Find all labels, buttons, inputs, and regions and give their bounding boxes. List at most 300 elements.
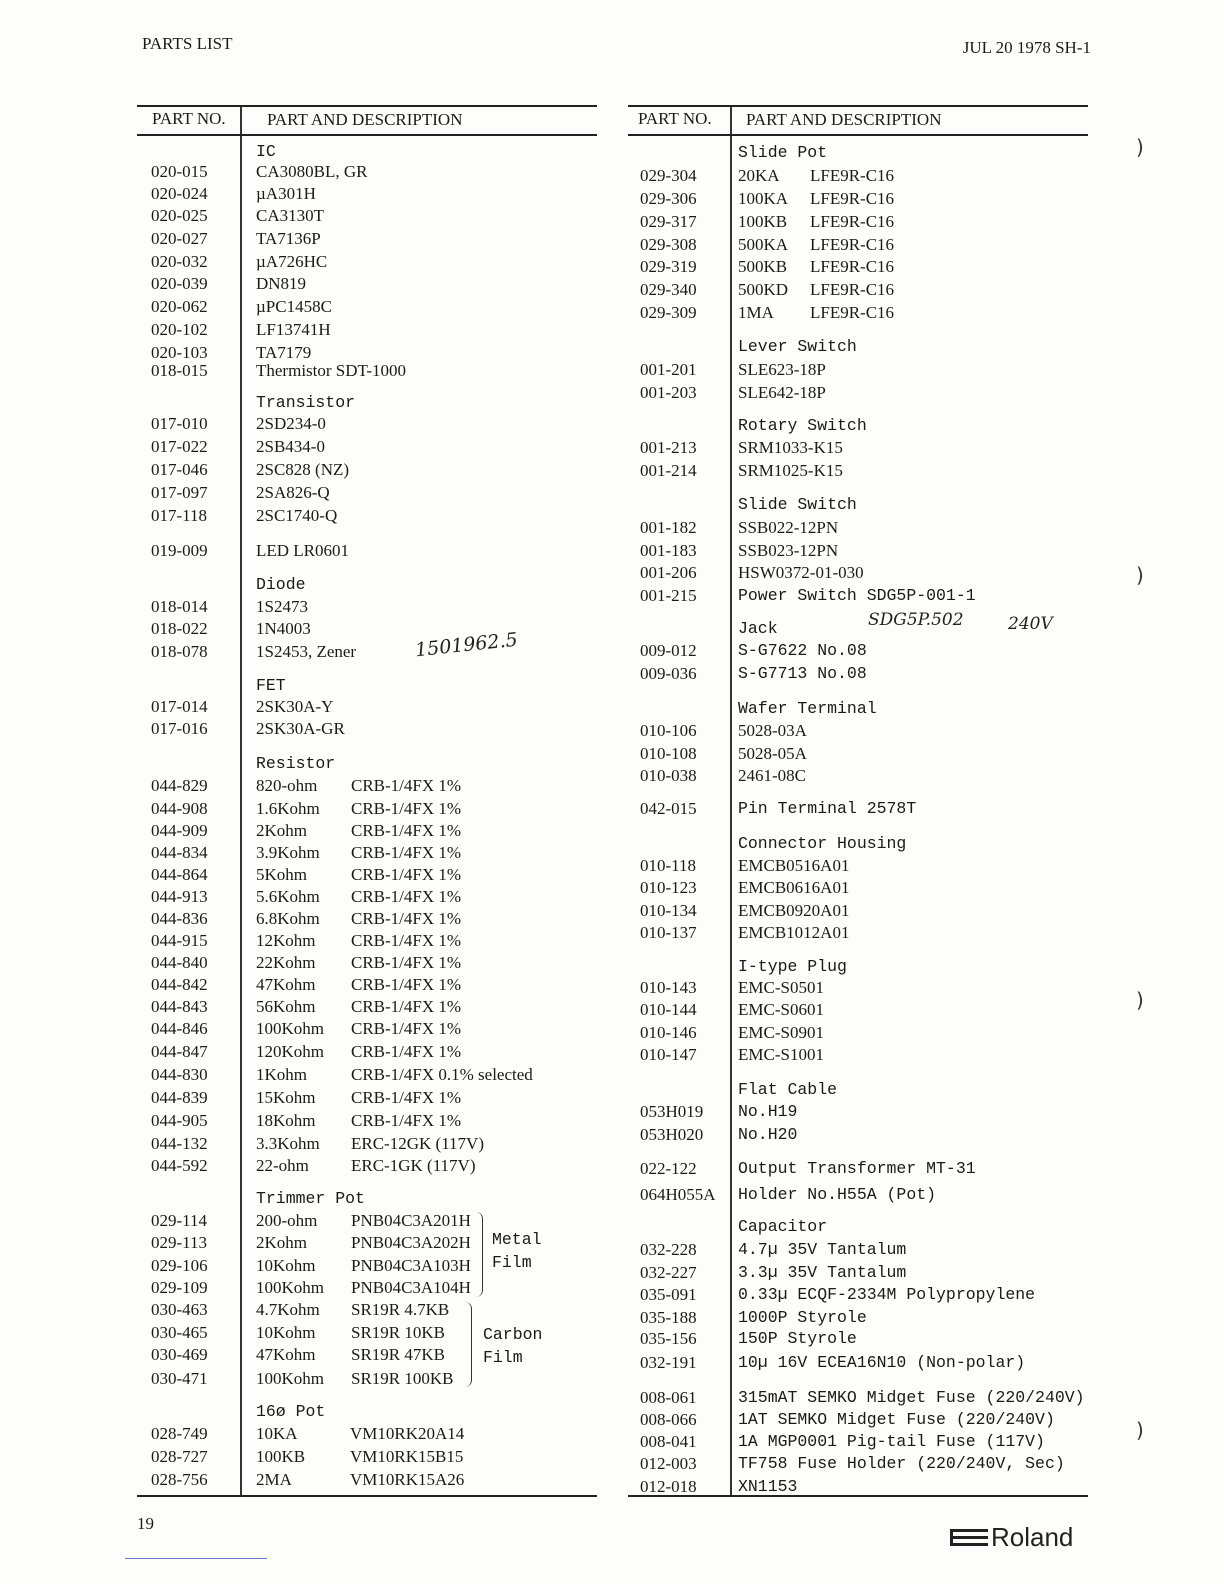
- part-number: 017-014: [151, 697, 208, 716]
- part-number: 029-106: [151, 1256, 208, 1275]
- part-description: CA3130T: [256, 206, 324, 225]
- part-description: 200-ohm: [256, 1211, 318, 1230]
- part-number: 064H055A: [640, 1185, 716, 1204]
- part-spec: CRB-1/4FX 1%: [351, 1042, 462, 1061]
- part-description: 2Kohm: [256, 821, 307, 840]
- part-spec: LFE9R-C16: [810, 257, 895, 276]
- table-row: [628, 541, 1088, 563]
- part-description: 16ø Pot: [256, 1402, 326, 1421]
- table-row: [628, 212, 1088, 234]
- part-description: 1MA: [738, 303, 774, 322]
- part-number: 029-317: [640, 212, 697, 231]
- part-number: 020-025: [151, 206, 208, 225]
- section-heading: [628, 699, 1088, 721]
- part-description: 10Kohm: [256, 1256, 316, 1275]
- part-description: 1AT SEMKO Midget Fuse (220/240V): [738, 1410, 1055, 1429]
- part-description: 2SC828 (NZ): [256, 460, 350, 479]
- table-row: [137, 541, 597, 563]
- part-description: 47Kohm: [256, 1345, 316, 1364]
- part-number: 044-913: [151, 887, 208, 906]
- part-description: Wafer Terminal: [738, 699, 877, 718]
- table-row: [137, 597, 597, 619]
- section-heading: [628, 1080, 1088, 1102]
- part-number: 020-032: [151, 252, 208, 271]
- part-description: 4.7µ 35V Tantalum: [738, 1240, 907, 1259]
- part-description: 56Kohm: [256, 997, 316, 1016]
- part-number: 053H020: [640, 1125, 704, 1144]
- table-row: [137, 1300, 597, 1322]
- header-part-no: PART NO.: [638, 109, 712, 128]
- part-description: 5028-03A: [738, 721, 807, 740]
- part-number: 017-046: [151, 460, 208, 479]
- part-number: 010-038: [640, 766, 697, 785]
- part-number: 044-592: [151, 1156, 208, 1175]
- part-description: DN819: [256, 274, 307, 293]
- part-number: 020-027: [151, 229, 208, 248]
- table-row: [137, 483, 597, 505]
- part-description: EMC-S1001: [738, 1045, 824, 1064]
- part-spec: LFE9R-C16: [810, 212, 895, 231]
- table-row: [137, 975, 597, 997]
- part-number: 017-016: [151, 719, 208, 738]
- part-description: TA7136P: [256, 229, 321, 248]
- part-description: µA301H: [256, 184, 316, 203]
- part-description: 100KB: [738, 212, 788, 231]
- part-spec: CRB-1/4FX 1%: [351, 931, 462, 950]
- part-description: XN1153: [738, 1477, 798, 1496]
- part-number: 032-228: [640, 1240, 697, 1259]
- part-number: 044-847: [151, 1042, 208, 1061]
- part-spec: PNB04C3A104H: [351, 1278, 471, 1297]
- part-description: No.H19: [738, 1102, 798, 1121]
- part-number: 018-022: [151, 619, 208, 638]
- table-row: [137, 909, 597, 931]
- table-row: [628, 799, 1088, 821]
- part-description: EMCB0616A01: [738, 878, 850, 897]
- part-number: 018-014: [151, 597, 208, 616]
- part-description: SRM1025-K15: [738, 461, 843, 480]
- document-date-model: JUL 20 1978 SH-1: [962, 38, 1091, 57]
- part-description: IC: [256, 142, 276, 161]
- part-description: Holder No.H55A (Pot): [738, 1185, 937, 1204]
- punch-mark: ): [1136, 563, 1144, 587]
- part-description: Capacitor: [738, 1217, 828, 1236]
- part-description: 20KA: [738, 166, 780, 185]
- section-heading: [137, 1189, 597, 1211]
- part-description: 2SK30A-Y: [256, 697, 334, 716]
- part-number: 017-010: [151, 414, 208, 433]
- part-description: EMC-S0601: [738, 1000, 824, 1019]
- table-row: [628, 586, 1088, 608]
- part-number: 028-756: [151, 1470, 208, 1489]
- part-description: 100KA: [738, 189, 789, 208]
- part-spec: ERC-1GK (117V): [351, 1156, 476, 1175]
- part-description: Transistor: [256, 393, 356, 412]
- part-number: 053H019: [640, 1102, 704, 1121]
- handwritten-zener-note: 1501962.5: [414, 628, 519, 662]
- table-row: [137, 274, 597, 296]
- part-description: Diode: [256, 575, 306, 594]
- table-row: [628, 744, 1088, 766]
- table-row: [628, 1159, 1088, 1181]
- table-row: [137, 1470, 597, 1492]
- table-row: [137, 361, 597, 383]
- section-heading: [137, 575, 597, 597]
- part-spec: LFE9R-C16: [810, 303, 895, 322]
- handwritten-jack-note: SDG5P.502: [868, 610, 964, 630]
- table-row: [137, 931, 597, 953]
- part-description: 2SD234-0: [256, 414, 326, 433]
- part-description: 22Kohm: [256, 953, 316, 972]
- table-row: [628, 438, 1088, 460]
- part-description: LF13741H: [256, 320, 331, 339]
- part-description: LED LR0601: [256, 541, 350, 560]
- table-row: [628, 1000, 1088, 1022]
- part-spec: CRB-1/4FX 1%: [351, 1019, 462, 1038]
- part-description: 3.3Kohm: [256, 1134, 320, 1153]
- part-number: 022-122: [640, 1159, 697, 1178]
- part-description: EMC-S0901: [738, 1023, 824, 1042]
- table-row: [137, 642, 597, 664]
- part-number: 044-846: [151, 1019, 208, 1038]
- table-row: [628, 1240, 1088, 1262]
- part-description: 2Kohm: [256, 1233, 307, 1252]
- table-row: [628, 1263, 1088, 1285]
- part-description: 100KB: [256, 1447, 306, 1466]
- part-spec: PNB04C3A202H: [351, 1233, 471, 1252]
- part-number: 012-018: [640, 1477, 697, 1496]
- table-row: [137, 252, 597, 274]
- section-heading: [628, 143, 1088, 165]
- part-description: 3.3µ 35V Tantalum: [738, 1263, 907, 1282]
- part-description: Power Switch SDG5P-001-1: [738, 586, 976, 605]
- part-number: 029-306: [640, 189, 697, 208]
- part-description: 0.33µ ECQF-2334M Polypropylene: [738, 1285, 1036, 1304]
- part-number: 020-039: [151, 274, 208, 293]
- part-number: 001-183: [640, 541, 697, 560]
- table-row: [628, 518, 1088, 540]
- part-number: 044-836: [151, 909, 208, 928]
- part-description: 100Kohm: [256, 1278, 324, 1297]
- part-spec: CRB-1/4FX 1%: [351, 1111, 462, 1130]
- part-number: 019-009: [151, 541, 208, 560]
- part-description: 1000P Styrole: [738, 1308, 867, 1327]
- part-number: 001-214: [640, 461, 697, 480]
- page-number: 19: [137, 1514, 154, 1533]
- table-row: [628, 280, 1088, 302]
- table-row: [628, 461, 1088, 483]
- table-row: [137, 697, 597, 719]
- part-description: S-G7713 No.08: [738, 664, 867, 683]
- part-number: 001-206: [640, 563, 697, 582]
- table-row: [628, 1454, 1088, 1476]
- part-number: 035-091: [640, 1285, 697, 1304]
- part-description: SRM1033-K15: [738, 438, 843, 457]
- part-description: 1A MGP0001 Pig-tail Fuse (117V): [738, 1432, 1045, 1451]
- part-number: 030-471: [151, 1369, 208, 1388]
- part-description: 1S2453, Zener: [256, 642, 357, 661]
- table-row: [628, 766, 1088, 788]
- part-description: 1.6Kohm: [256, 799, 320, 818]
- part-number: 020-103: [151, 343, 208, 362]
- handwritten-voltage-note: 240V: [1008, 614, 1053, 634]
- table-row: [628, 1308, 1088, 1330]
- part-description: 820-ohm: [256, 776, 318, 795]
- table-row: [628, 1410, 1088, 1432]
- part-number: 020-015: [151, 162, 208, 181]
- table-row: [137, 320, 597, 342]
- part-number: 029-109: [151, 1278, 208, 1297]
- part-number: 010-108: [640, 744, 697, 763]
- part-description: 2SB434-0: [256, 437, 325, 456]
- table-row: [137, 1278, 597, 1300]
- table-row: [137, 1111, 597, 1133]
- part-description: 10µ 16V ECEA16N10 (Non-polar): [738, 1353, 1026, 1372]
- part-description: Lever Switch: [738, 337, 857, 356]
- part-description: SLE623-18P: [738, 360, 826, 379]
- part-description: CA3080BL, GR: [256, 162, 368, 181]
- part-number: 009-036: [640, 664, 697, 683]
- part-spec: CRB-1/4FX 1%: [351, 843, 462, 862]
- part-number: 044-839: [151, 1088, 208, 1107]
- header-description: PART AND DESCRIPTION: [746, 110, 942, 129]
- part-spec: PNB04C3A201H: [351, 1211, 471, 1230]
- part-number: 044-132: [151, 1134, 208, 1153]
- part-description: Pin Terminal 2578T: [738, 799, 917, 818]
- part-description: Output Transformer MT-31: [738, 1159, 976, 1178]
- part-spec: VM10RK15A26: [350, 1470, 465, 1489]
- table-row: [628, 641, 1088, 663]
- section-heading: [137, 676, 597, 698]
- part-spec: SR19R 47KB: [351, 1345, 445, 1364]
- part-description: 4.7Kohm: [256, 1300, 320, 1319]
- part-description: EMCB0920A01: [738, 901, 850, 920]
- table-row: [137, 1424, 597, 1446]
- table-header: [137, 107, 597, 136]
- part-number: 010-123: [640, 878, 697, 897]
- part-spec: ERC-12GK (117V): [351, 1134, 484, 1153]
- part-number: 001-213: [640, 438, 697, 457]
- part-description: Resistor: [256, 754, 336, 773]
- part-spec: LFE9R-C16: [810, 235, 895, 254]
- table-row: [628, 1477, 1088, 1499]
- roland-logo: [950, 1522, 1073, 1553]
- part-spec: LFE9R-C16: [810, 189, 895, 208]
- part-description: 1Kohm: [256, 1065, 307, 1084]
- part-number: 044-864: [151, 865, 208, 884]
- table-row: [137, 953, 597, 975]
- part-description: 5.6Kohm: [256, 887, 320, 906]
- table-row: [628, 664, 1088, 686]
- table-row: [137, 1134, 597, 1156]
- table-row: [628, 1102, 1088, 1124]
- part-spec: VM10RK15B15: [350, 1447, 464, 1466]
- part-description: 47Kohm: [256, 975, 316, 994]
- roland-logo-icon: [950, 1528, 988, 1548]
- part-number: 044-905: [151, 1111, 208, 1130]
- table-header: [628, 107, 1088, 136]
- part-description: I-type Plug: [738, 957, 847, 976]
- table-row: [628, 563, 1088, 585]
- part-number: 010-118: [640, 856, 697, 875]
- part-number: 044-843: [151, 997, 208, 1016]
- part-number: 042-015: [640, 799, 697, 818]
- part-spec: PNB04C3A103H: [351, 1256, 471, 1275]
- table-row: [137, 1088, 597, 1110]
- part-description: 2MA: [256, 1470, 292, 1489]
- part-number: 044-829: [151, 776, 208, 795]
- part-number: 029-340: [640, 280, 697, 299]
- part-number: 012-003: [640, 1454, 697, 1473]
- part-number: 032-191: [640, 1353, 697, 1372]
- table-row: [137, 843, 597, 865]
- page-title: PARTS LIST: [142, 34, 233, 53]
- part-description: 2SK30A-GR: [256, 719, 345, 738]
- part-number: 029-113: [151, 1233, 208, 1252]
- table-row: [137, 887, 597, 909]
- part-description: 1N4003: [256, 619, 311, 638]
- part-description: S-G7622 No.08: [738, 641, 867, 660]
- part-spec: CRB-1/4FX 1%: [351, 953, 462, 972]
- part-number: 030-465: [151, 1323, 208, 1342]
- header-part-no: PART NO.: [152, 109, 226, 128]
- table-row: [628, 1353, 1088, 1375]
- part-spec: LFE9R-C16: [810, 166, 895, 185]
- part-number: 010-143: [640, 978, 697, 997]
- table-row: [137, 297, 597, 319]
- section-heading: [628, 1217, 1088, 1239]
- metal-film-bracket: [476, 1212, 483, 1297]
- part-number: 008-041: [640, 1432, 697, 1451]
- table-row: [628, 856, 1088, 878]
- part-description: No.H20: [738, 1125, 798, 1144]
- table-row: [137, 437, 597, 459]
- table-row: [628, 1432, 1088, 1454]
- part-description: 500KB: [738, 257, 788, 276]
- table-row: [137, 1019, 597, 1041]
- part-number: 018-078: [151, 642, 208, 661]
- table-row: [628, 1185, 1088, 1207]
- section-heading: [137, 1402, 597, 1424]
- part-description: 150P Styrole: [738, 1329, 857, 1348]
- table-row: [137, 865, 597, 887]
- part-number: 020-062: [151, 297, 208, 316]
- table-row: [628, 1125, 1088, 1147]
- section-heading: [137, 142, 597, 164]
- part-spec: CRB-1/4FX 1%: [351, 776, 462, 795]
- part-spec: VM10RK20A14: [350, 1424, 465, 1443]
- section-heading: [628, 416, 1088, 438]
- part-description: Thermistor SDT-1000: [256, 361, 407, 380]
- part-spec: CRB-1/4FX 1%: [351, 799, 462, 818]
- part-number: 010-147: [640, 1045, 697, 1064]
- part-number: 020-102: [151, 320, 208, 339]
- part-spec: CRB-1/4FX 1%: [351, 865, 462, 884]
- carbon-film-bracket: [465, 1302, 472, 1387]
- part-number: 032-227: [640, 1263, 697, 1282]
- punch-mark: ): [1136, 988, 1144, 1012]
- part-description: 100Kohm: [256, 1369, 324, 1388]
- part-number: 028-749: [151, 1424, 208, 1443]
- part-description: SSB022-12PN: [738, 518, 839, 537]
- part-number: 010-137: [640, 923, 697, 942]
- part-description: 120Kohm: [256, 1042, 324, 1061]
- part-description: Trimmer Pot: [256, 1189, 365, 1208]
- table-row: [137, 776, 597, 798]
- part-description: 10KA: [256, 1424, 298, 1443]
- table-row: [137, 206, 597, 228]
- part-number: 044-834: [151, 843, 208, 862]
- table-row: [137, 1156, 597, 1178]
- section-heading: [628, 495, 1088, 517]
- part-description: EMC-S0501: [738, 978, 824, 997]
- part-number: 029-309: [640, 303, 697, 322]
- part-spec: LFE9R-C16: [810, 280, 895, 299]
- header-description: PART AND DESCRIPTION: [267, 110, 463, 129]
- part-number: 028-727: [151, 1447, 208, 1466]
- table-row: [137, 997, 597, 1019]
- table-row: [628, 383, 1088, 405]
- table-row: [628, 1329, 1088, 1351]
- part-description: EMCB0516A01: [738, 856, 850, 875]
- part-number: 044-909: [151, 821, 208, 840]
- table-row: [628, 360, 1088, 382]
- table-row: [137, 414, 597, 436]
- part-description: Slide Pot: [738, 143, 828, 162]
- part-number: 017-097: [151, 483, 208, 502]
- part-description: 500KA: [738, 235, 789, 254]
- part-number: 029-308: [640, 235, 697, 254]
- part-number: 017-022: [151, 437, 208, 456]
- section-heading: [628, 337, 1088, 359]
- part-description: 22-ohm: [256, 1156, 309, 1175]
- table-row: [137, 1065, 597, 1087]
- part-number: 030-463: [151, 1300, 208, 1319]
- part-description: Rotary Switch: [738, 416, 867, 435]
- part-description: 5Kohm: [256, 865, 307, 884]
- part-spec: SR19R 100KB: [351, 1369, 454, 1388]
- table-row: [137, 506, 597, 528]
- part-description: HSW0372-01-030: [738, 563, 864, 582]
- table-row: [628, 257, 1088, 279]
- part-description: µPC1458C: [256, 297, 332, 316]
- part-spec: CRB-1/4FX 1%: [351, 975, 462, 994]
- part-number: 020-024: [151, 184, 208, 203]
- parts-table-left: [137, 105, 597, 1497]
- section-heading: [137, 754, 597, 776]
- part-description: TF758 Fuse Holder (220/240V, Sec): [738, 1454, 1065, 1473]
- table-row: [628, 235, 1088, 257]
- table-row: [628, 923, 1088, 945]
- part-number: 044-840: [151, 953, 208, 972]
- table-row: [628, 1285, 1088, 1307]
- part-description: Slide Switch: [738, 495, 857, 514]
- table-row: [628, 1023, 1088, 1045]
- metal-film-label: Metal Film: [492, 1230, 542, 1272]
- part-description: 500KD: [738, 280, 789, 299]
- part-number: 044-915: [151, 931, 208, 950]
- carbon-film-label: Carbon Film: [483, 1325, 543, 1367]
- part-description: 10Kohm: [256, 1323, 316, 1342]
- part-description: FET: [256, 676, 286, 695]
- part-number: 008-066: [640, 1410, 697, 1429]
- part-number: 010-144: [640, 1000, 697, 1019]
- part-number: 001-201: [640, 360, 697, 379]
- part-spec: SR19R 10KB: [351, 1323, 445, 1342]
- table-row: [628, 303, 1088, 325]
- part-description: 18Kohm: [256, 1111, 316, 1130]
- table-row: [137, 619, 597, 641]
